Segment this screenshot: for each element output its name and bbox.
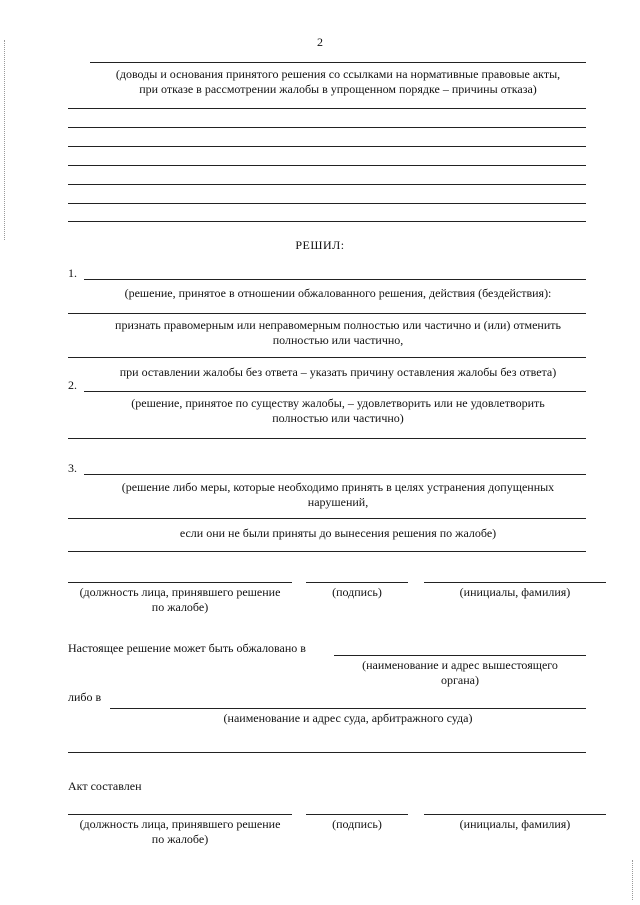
appeal-text: Настоящее решение может быть обжаловано в [68, 641, 306, 655]
fill-line [68, 438, 586, 439]
fill-line [68, 752, 586, 753]
initials-line [424, 814, 606, 815]
fill-line [68, 108, 586, 109]
fill-line [68, 127, 586, 128]
appeal-caption-line1: (наименование и адрес вышестоящего [362, 658, 558, 672]
item3-caption-line3: если они не были приняты до вынесения решения по жалобе) [179, 526, 497, 540]
item3-caption-line2: нарушений, [307, 495, 369, 509]
fill-line [110, 708, 586, 709]
fill-line [68, 184, 586, 185]
fill-line [84, 279, 586, 280]
item3-number: 3. [68, 461, 77, 475]
signature1-position-line1: (должность лица, принявшего решение [79, 585, 281, 599]
appeal-caption-line2: органа) [441, 673, 479, 687]
fill-line [68, 165, 586, 166]
fill-line [68, 357, 586, 358]
item1-caption-line4: при оставлении жалобы без ответа – указать причину оставления жалобы без ответа) [119, 365, 557, 379]
fill-line [68, 146, 586, 147]
section1-caption-line2: при отказе в рассмотрении жалобы в упрощенном порядке – причины отказа) [139, 82, 537, 96]
fill-line [68, 551, 586, 552]
fill-line [84, 474, 586, 475]
fill-line [84, 391, 586, 392]
scan-edge-right [632, 860, 634, 900]
item1-caption-line2: признать правомерным или неправомерным полностью или частично и (или) отменить [115, 318, 561, 332]
fill-line [68, 221, 586, 222]
signature-line [306, 582, 408, 583]
item2-caption-line1: (решение, принятое по существу жалобы, – удовлетворить или не удовлетворить [131, 396, 545, 410]
fill-line [90, 62, 586, 63]
item2-number: 2. [68, 378, 77, 392]
item1-number: 1. [68, 266, 77, 280]
initials-line [424, 582, 606, 583]
item1-caption-line3: полностью или частично, [272, 333, 404, 347]
fill-line [68, 203, 586, 204]
fill-line [68, 518, 586, 519]
item1-caption-line1: (решение, принятое в отношении обжалованного решения, действия (бездействия): [124, 286, 552, 300]
signature2-position-line1: (должность лица, принявшего решение [79, 817, 281, 831]
signature2-position-line2: по жалобе) [151, 832, 209, 846]
signature1-position-line2: по жалобе) [151, 600, 209, 614]
appeal-court-caption: (наименование и адрес суда, арбитражного суда) [223, 711, 473, 725]
fill-line [334, 655, 586, 656]
section1-caption-line1: (доводы и основания принятого решения со ссылками на нормативные правовые акты, [115, 67, 561, 81]
decided-heading: РЕШИЛ: [295, 238, 345, 252]
act-text: Акт составлен [68, 779, 142, 793]
appeal-or-text: либо в [68, 690, 102, 704]
item3-caption-line1: (решение либо меры, которые необходимо принять в целях устранения допущенных [121, 480, 555, 494]
item2-caption-line2: полностью или частично) [272, 411, 404, 425]
signature2-signature-caption: (подпись) [332, 817, 382, 831]
signature2-initials-caption: (инициалы, фамилия) [459, 817, 571, 831]
signature-line [306, 814, 408, 815]
page-number: 2 [317, 35, 323, 49]
position-line [68, 814, 292, 815]
signature1-initials-caption: (инициалы, фамилия) [459, 585, 571, 599]
position-line [68, 582, 292, 583]
signature1-signature-caption: (подпись) [332, 585, 382, 599]
fill-line [68, 313, 586, 314]
scan-edge-left [4, 40, 6, 240]
